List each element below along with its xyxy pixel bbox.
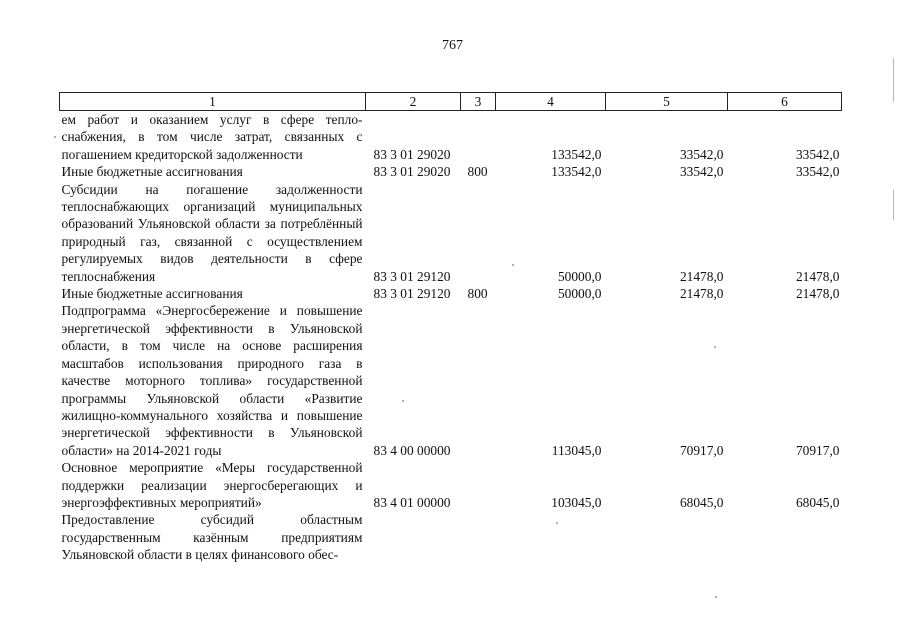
row-expense-type xyxy=(461,459,496,511)
row-value-col-6: 70917,0 xyxy=(795,442,840,458)
table-body xyxy=(60,111,842,564)
row-value-col-6: 68045,0 xyxy=(795,494,840,510)
row-code: 83 4 00 00000 xyxy=(373,442,451,458)
row-name: Основное мероприятие «Меры государственной поддержки реализации энергосберегающих и энергоэффективных мероприятий» xyxy=(61,460,363,510)
table-row xyxy=(60,163,842,180)
scan-speck xyxy=(54,136,56,138)
budget-table xyxy=(59,92,842,564)
header-row xyxy=(60,93,842,111)
scan-edge-mark xyxy=(893,58,894,102)
row-value-col-6: 33542,0 xyxy=(795,146,840,162)
row-value-col-6 xyxy=(728,511,842,563)
row-value-col-5: 33542,0 xyxy=(679,164,724,180)
row-expense-type xyxy=(461,511,496,563)
row-value-col-4: 133542,0 xyxy=(551,164,602,180)
row-value-col-4 xyxy=(496,511,606,563)
header-col-1: 1 xyxy=(60,93,366,111)
row-value-col-6: 21478,0 xyxy=(795,268,840,284)
row-code: 83 3 01 29020 xyxy=(373,146,451,162)
row-name: Субсидии на погашение задолженности теплоснабжающих организаций муниципальных образований Ульяновской области за потреблённый природный газ, связанной с осуществлением регулируемых видов деятельности в сфере теплоснабжения xyxy=(61,181,363,284)
row-expense-type xyxy=(461,181,496,285)
row-value-col-4: 50000,0 xyxy=(557,268,602,284)
table-row xyxy=(60,181,842,285)
row-value-col-4: 133542,0 xyxy=(551,146,602,162)
scan-speck xyxy=(714,346,716,348)
header-col-5: 5 xyxy=(606,93,728,111)
row-value-col-6: 33542,0 xyxy=(795,164,840,180)
row-value-col-5: 68045,0 xyxy=(679,494,724,510)
row-value-col-5: 21478,0 xyxy=(679,268,724,284)
row-value-col-5: 33542,0 xyxy=(679,146,724,162)
row-code: 83 3 01 29120 xyxy=(373,286,451,302)
row-code: 83 4 01 00000 xyxy=(373,494,451,510)
table-row xyxy=(60,511,842,563)
row-name: Иные бюджетные ассигнования xyxy=(61,164,243,180)
row-value-col-5: 70917,0 xyxy=(679,442,724,458)
row-value-col-4: 103045,0 xyxy=(551,494,602,510)
row-code: 83 3 01 29120 xyxy=(373,268,451,284)
row-value-col-4: 113045,0 xyxy=(551,442,602,458)
table-row xyxy=(60,111,842,164)
scan-speck xyxy=(715,596,717,598)
row-expense-type: 800 xyxy=(467,164,488,180)
page-number: 767 xyxy=(442,38,463,53)
row-code xyxy=(366,511,461,563)
row-name: Подпрограмма «Энергосбережение и повышение энергетической эффективности в Ульяновской области, в том числе на основе расширения масштабов использования природного газа в качестве моторного топлива» государственной программы Ульяновской области «Развитие жилищно-коммунального хозяйства и повышение энергетической эффективности в Ульяновской области» на 2014-2021 годы xyxy=(61,303,363,458)
scan-speck xyxy=(512,264,514,266)
row-expense-type: 800 xyxy=(467,286,488,302)
row-name: Предоставление субсидий областным государственным казённым предприятиям Ульяновской области в целях финансового обес- xyxy=(61,512,363,563)
row-name: ем работ и оказанием услуг в сфере тепло-снабжения, в том числе затрат, связанных с погашением кредиторской задолженности xyxy=(61,112,363,162)
row-expense-type xyxy=(461,302,496,459)
row-expense-type xyxy=(461,111,496,164)
header-col-6: 6 xyxy=(728,93,842,111)
row-name: Иные бюджетные ассигнования xyxy=(61,286,243,302)
row-value-col-5: 21478,0 xyxy=(679,286,724,302)
table-row xyxy=(60,459,842,511)
header-col-4: 4 xyxy=(496,93,606,111)
table-row xyxy=(60,285,842,302)
table-row xyxy=(60,302,842,459)
row-value-col-4: 50000,0 xyxy=(557,286,602,302)
scan-speck xyxy=(556,522,558,524)
row-value-col-5 xyxy=(606,511,728,563)
row-value-col-6: 21478,0 xyxy=(795,286,840,302)
row-code: 83 3 01 29020 xyxy=(373,164,451,180)
header-col-3: 3 xyxy=(461,93,496,111)
scan-speck xyxy=(402,400,404,402)
header-col-2: 2 xyxy=(366,93,461,111)
scan-edge-mark xyxy=(893,190,894,220)
